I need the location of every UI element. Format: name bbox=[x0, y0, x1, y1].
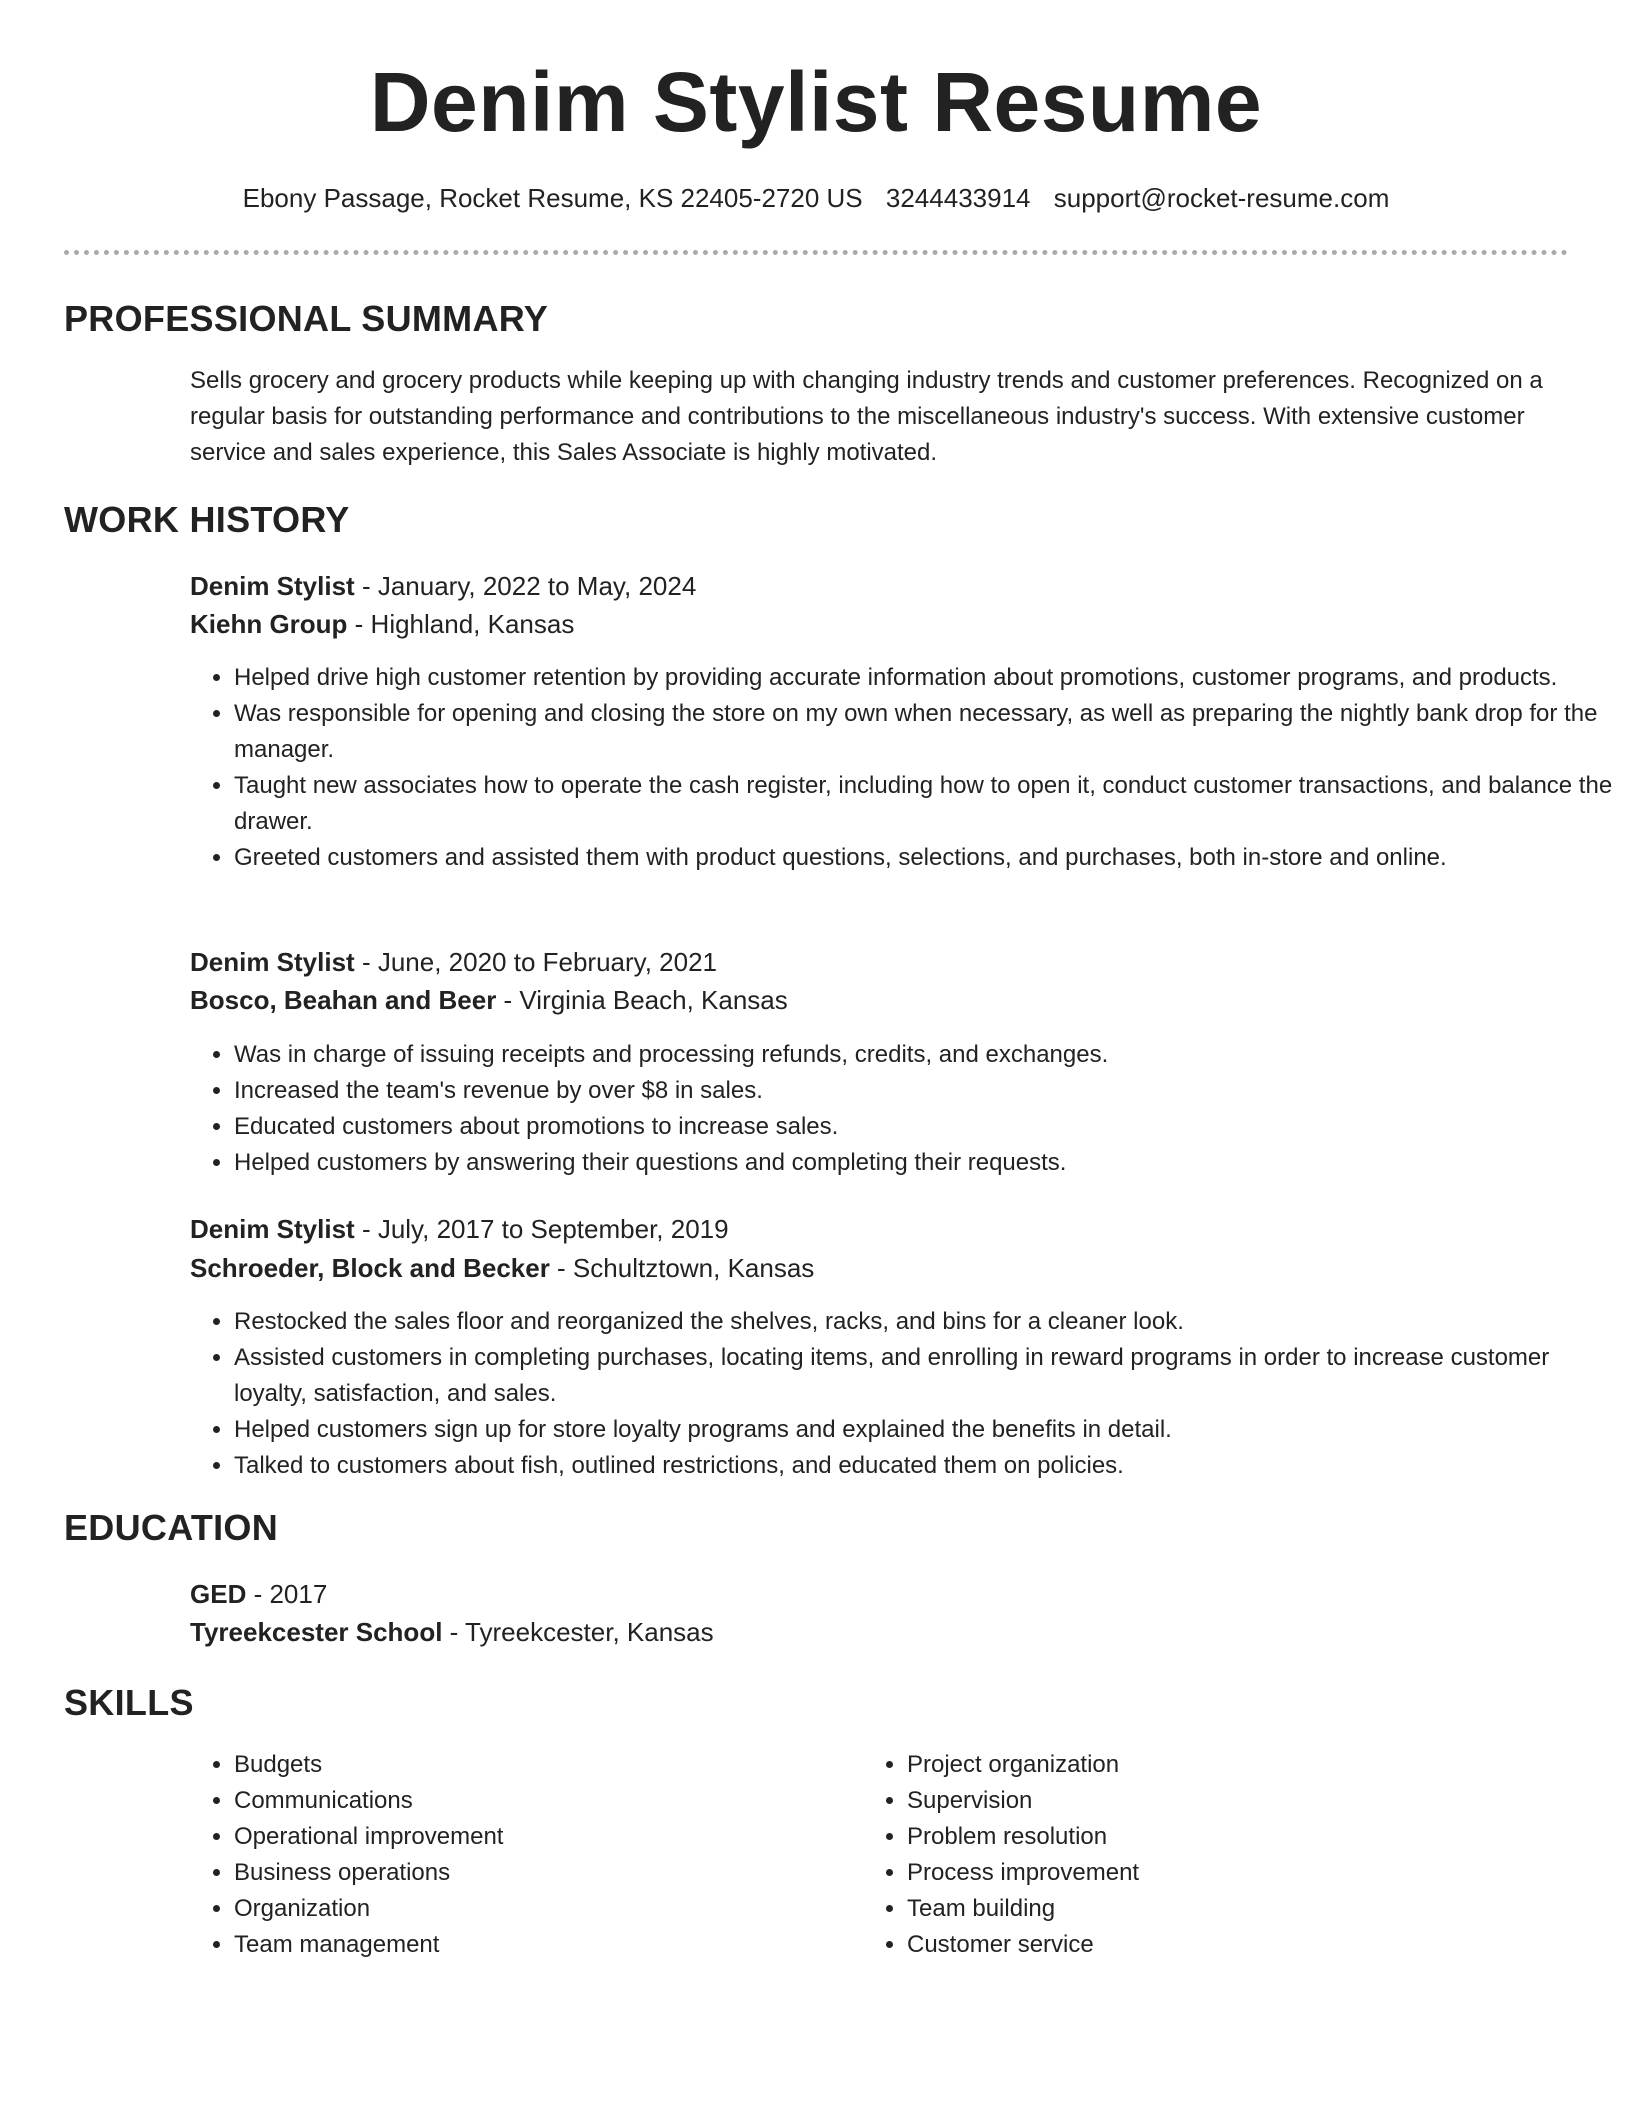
contact-email: support@rocket-resume.com bbox=[1053, 183, 1390, 213]
job-location: - Highland, Kansas bbox=[347, 609, 575, 639]
job-title-line bbox=[190, 1210, 729, 1248]
education-degree-line bbox=[190, 1575, 327, 1613]
list-item: • Organization bbox=[234, 1891, 834, 1927]
skills-list-left bbox=[190, 1747, 834, 1963]
job-company: Schroeder, Block and Becker bbox=[190, 1253, 550, 1283]
job-dates: - June, 2020 to February, 2021 bbox=[354, 947, 718, 977]
header-divider bbox=[64, 250, 1568, 255]
list-item: • Supervision bbox=[907, 1783, 1507, 1819]
list-item: • Helped customers sign up for store loyalty programs and explained the benefits in detail. bbox=[234, 1412, 1614, 1448]
list-item: • Assisted customers in completing purchases, locating items, and enrolling in reward programs in order to increase customer loyalty, satisfaction, and sales. bbox=[234, 1340, 1614, 1412]
list-item: • Customer service bbox=[907, 1927, 1507, 1963]
education-year: - 2017 bbox=[246, 1579, 328, 1609]
work-history-heading: WORK HISTORY bbox=[64, 499, 350, 540]
list-item: • Problem resolution bbox=[907, 1819, 1507, 1855]
summary-heading: PROFESSIONAL SUMMARY bbox=[64, 298, 549, 339]
contact-address: Ebony Passage, Rocket Resume, KS 22405-2720 US bbox=[242, 183, 863, 213]
education-degree: GED bbox=[190, 1579, 247, 1609]
list-item: • Talked to customers about fish, outlined restrictions, and educated them on policies. bbox=[234, 1448, 1614, 1484]
list-item: • Communications bbox=[234, 1783, 834, 1819]
list-item: • Process improvement bbox=[907, 1855, 1507, 1891]
job-title: Denim Stylist bbox=[190, 947, 355, 977]
education-heading: EDUCATION bbox=[64, 1507, 279, 1548]
list-item: • Was in charge of issuing receipts and processing refunds, credits, and exchanges. bbox=[234, 1037, 1614, 1073]
job-location: - Virginia Beach, Kansas bbox=[496, 985, 788, 1015]
job-location: - Schultztown, Kansas bbox=[549, 1253, 815, 1283]
job-company-line bbox=[190, 981, 788, 1019]
job-company: Bosco, Beahan and Beer bbox=[190, 985, 497, 1015]
job-bullets bbox=[190, 660, 1614, 876]
list-item: • Team building bbox=[907, 1891, 1507, 1927]
education-location: - Tyreekcester, Kansas bbox=[442, 1617, 714, 1647]
job-dates: - January, 2022 to May, 2024 bbox=[354, 571, 697, 601]
list-item: • Was responsible for opening and closing the store on my own when necessary, as well as preparing the nightly bank drop for the manager. bbox=[234, 696, 1614, 768]
list-item: • Greeted customers and assisted them with product questions, selections, and purchases, both in-store and online. bbox=[234, 840, 1614, 876]
list-item: • Restocked the sales floor and reorganized the shelves, racks, and bins for a cleaner look. bbox=[234, 1304, 1614, 1340]
job-bullets bbox=[190, 1304, 1614, 1484]
list-item: • Team management bbox=[234, 1927, 834, 1963]
job-title-line bbox=[190, 567, 696, 605]
job-title: Denim Stylist bbox=[190, 571, 355, 601]
list-item: • Project organization bbox=[907, 1747, 1507, 1783]
list-item: • Helped drive high customer retention by providing accurate information about promotions, customer programs, and products. bbox=[234, 660, 1614, 696]
education-school-line bbox=[190, 1613, 714, 1651]
page-title: Denim Stylist Resume bbox=[369, 55, 1263, 149]
list-item: • Increased the team's revenue by over $8 in sales. bbox=[234, 1073, 1614, 1109]
skills-list-right bbox=[863, 1747, 1507, 1963]
job-bullets bbox=[190, 1037, 1614, 1181]
job-title: Denim Stylist bbox=[190, 1214, 355, 1244]
job-dates: - July, 2017 to September, 2019 bbox=[354, 1214, 729, 1244]
list-item: • Helped customers by answering their questions and completing their requests. bbox=[234, 1145, 1614, 1181]
job-company-line bbox=[190, 1249, 814, 1287]
contact-phone: 3244433914 bbox=[885, 183, 1031, 213]
list-item: • Educated customers about promotions to increase sales. bbox=[234, 1109, 1614, 1145]
job-company-line bbox=[190, 605, 574, 643]
summary-text: Sells grocery and grocery products while keeping up with changing industry trends and customer preferences. Recognized on a regular basis for outstanding performance and contributions to the miscellaneous industry's success. With extensive customer service and sales experience, this Sales Associate is highly motivated. bbox=[190, 367, 1543, 466]
job-title-line bbox=[190, 943, 717, 981]
list-item: • Taught new associates how to operate the cash register, including how to open it, conduct customer transactions, and balance the drawer. bbox=[234, 768, 1614, 840]
contact-line bbox=[0, 180, 1632, 216]
list-item: • Business operations bbox=[234, 1855, 834, 1891]
job-company: Kiehn Group bbox=[190, 609, 348, 639]
list-item: • Operational improvement bbox=[234, 1819, 834, 1855]
list-item: • Budgets bbox=[234, 1747, 834, 1783]
education-school: Tyreekcester School bbox=[190, 1617, 443, 1647]
skills-heading: SKILLS bbox=[64, 1682, 194, 1723]
